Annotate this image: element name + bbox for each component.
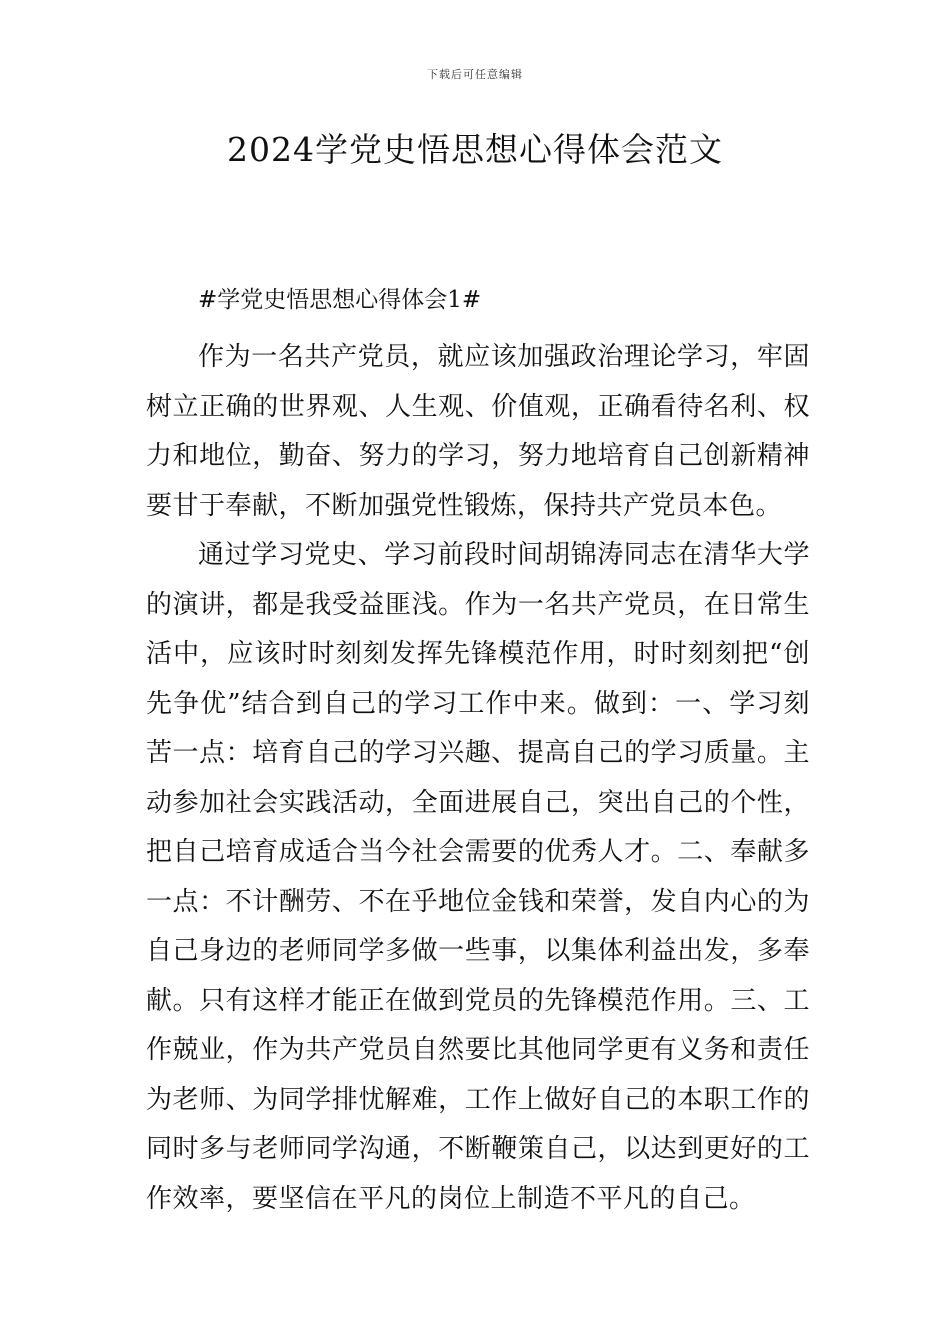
paragraph-line: 树立正确的世界观、人生观、价值观，正确看待名利、权 (146, 391, 810, 422)
paragraph-line: 作效率，要坚信在平凡的岗位上制造不平凡的自己。 (146, 1183, 756, 1214)
paragraph-line: 苦一点：培育自己的学习兴趣、提高自己的学习质量。主 (146, 738, 810, 768)
paragraph-line: 活中，应该时时刻刻发挥先锋模范作用，时时刻刻把“创 (146, 639, 810, 669)
header-note: 下载后可任意编辑 (427, 68, 523, 81)
document-body (146, 282, 810, 1224)
paragraph-line: 自己身边的老师同学多做一些事，以集体利益出发，多奉 (146, 936, 810, 966)
section-heading: #学党史悟思想心得体会1# (198, 287, 482, 313)
paragraph-line: 作兢业，作为共产党员自然要比其他同学更有义务和责任 (146, 1035, 810, 1065)
paragraph-line: 通过学习党史、学习前段时间胡锦涛同志在清华大学 (198, 540, 810, 570)
paragraph-line: 把自己培育成适合当今社会需要的优秀人才。二、奉献多 (146, 837, 810, 867)
paragraph-line: 的演讲，都是我受益匪浅。作为一名共产党员，在日常生 (146, 589, 810, 620)
paragraph-line: 动参加社会实践活动，全面进展自己，突出自己的个性， (146, 787, 810, 818)
paragraph (146, 333, 810, 531)
paragraph (146, 531, 810, 1224)
paragraph-line: 一点：不计酬劳、不在乎地位金钱和荣誉，发自内心的为 (146, 886, 810, 917)
paragraph-line: 为老师、为同学排忧解难，工作上做好自己的本职工作的 (146, 1084, 810, 1115)
document-title: 2024学党史悟思想心得体会范文 (227, 130, 723, 169)
paragraph-line: 要甘于奉献，不断加强党性锻炼，保持共产党员本色。 (146, 490, 783, 521)
paragraph-line: 力和地位，勤奋、努力的学习，努力地培育自己创新精神 (146, 441, 810, 471)
paragraph-line: 献。只有这样才能正在做到党员的先锋模范作用。三、工 (146, 985, 810, 1016)
paragraph-line: 先争优”结合到自己的学习工作中来。做到：一、学习刻 (146, 688, 810, 719)
paragraph-line: 作为一名共产党员，就应该加强政治理论学习，牢固 (198, 342, 810, 372)
paragraph-line: 同时多与老师同学沟通，不断鞭策自己，以达到更好的工 (146, 1134, 810, 1164)
